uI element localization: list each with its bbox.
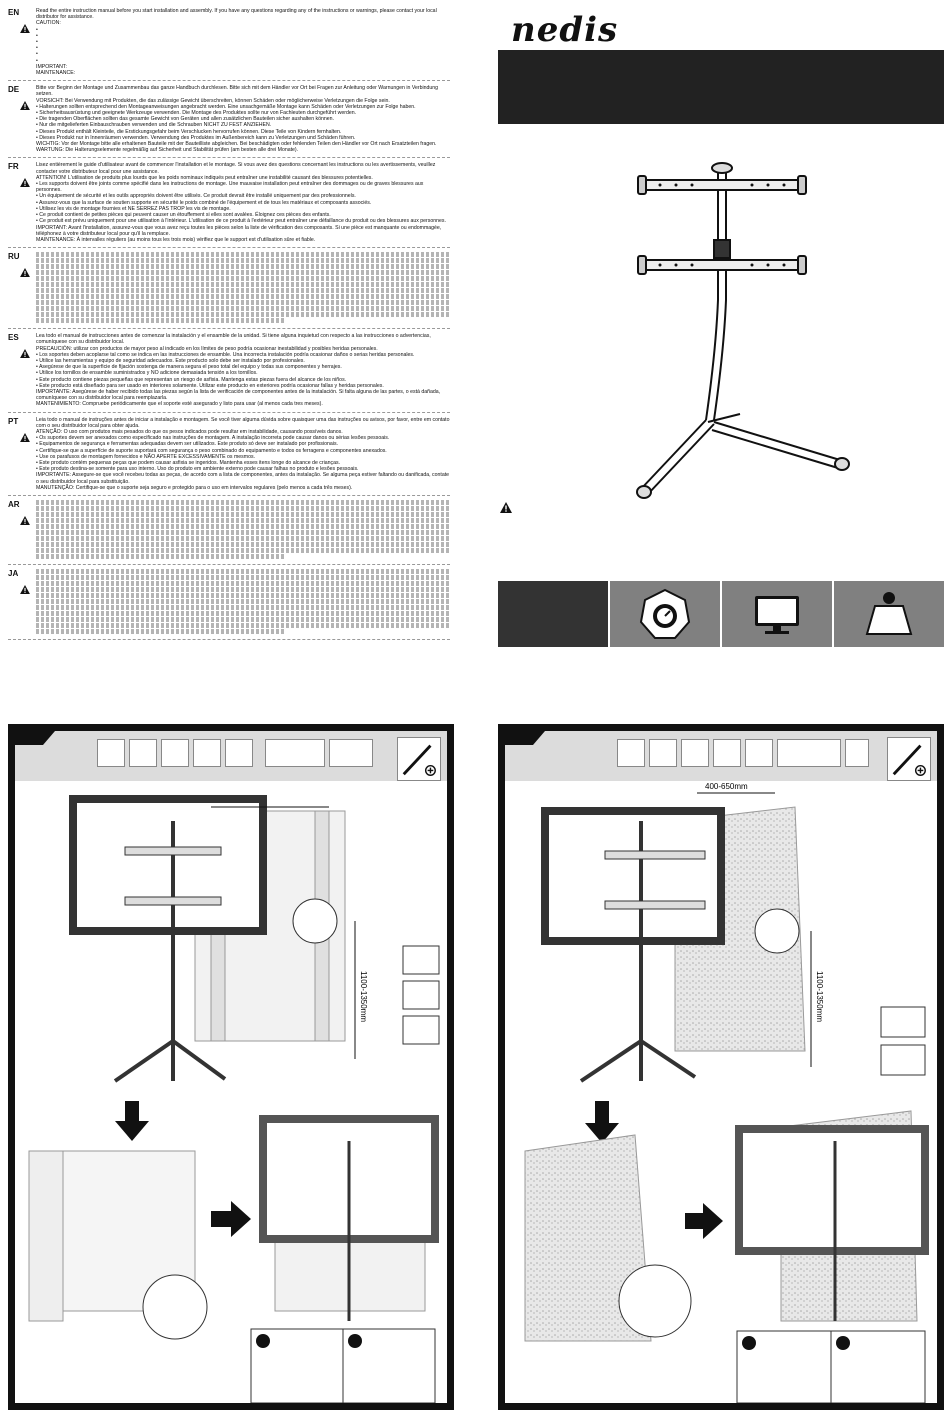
text-line-placeholder: [36, 623, 450, 628]
text-line-placeholder: [36, 554, 284, 559]
lang-intro: Lisez entièrement le guide d'utilisateur avant de commencer l'installation et le montage. Si vous avez des questions concernant les instructions ou les avertissements, veuillez contacter votre distributeur local pour une assistance.: [36, 162, 436, 175]
lang-line: • Este produto destina-se somente para uso interno. Uso do produto em ambiente externo pode causar falhas no produto e lesões pessoais.: [36, 466, 359, 473]
lang-code: AR: [8, 499, 20, 509]
lang-line: • Assurez-vous que la surface de soutien supporte en sécurité le poids combiné de l'équipement et de tous les matériaux et composants associés.: [36, 199, 372, 206]
text-line-placeholder: [36, 569, 450, 574]
lang-line: • Utilisez les vis de montage fournies et NE SERREZ PAS TROP les vis de montage.: [36, 205, 231, 212]
drill-wall-icon: [265, 739, 325, 767]
lang-intro: Leia todo o manual de instruções antes de iniciar a instalação e montagem. Se você tiver alguma dúvida sobre quaisquer uma das instruções ou avisos, por favor, entre em contato com o seu distribuidor local para obter ajuda.: [36, 416, 450, 429]
stud-finder-icon: [97, 739, 125, 767]
warning-icon: [20, 97, 30, 106]
text-line-placeholder: [36, 294, 450, 299]
panel-tab: [505, 731, 545, 745]
lang-block-fr: [8, 162, 450, 248]
lang-line: MAINTENANCE: À intervalles réguliers (au moins tous les trois mois) vérifiez que le support est d'utilisation sûre et fiable.: [36, 236, 316, 243]
lang-line: • Un équipement de sécurité et les outils appropriés doivent être utilisés. Ce produit devrait être installé uniquement par des professionnels.: [36, 193, 356, 200]
feature-icon-blank: [498, 581, 608, 647]
lang-line: • Os suportes devem ser anexados como especificado nas instruções de montagem. A instalação incorreta pode causar danos ou sérias lesões pessoais.: [36, 435, 390, 442]
lang-block-en: [8, 8, 450, 81]
lang-line: MANUTENÇÃO: Certifique-se que o suporte seja seguro e protegido para o uso em intervalos regulares (pelo menos a cada três meses).: [36, 484, 353, 491]
lang-code: PT: [8, 416, 19, 426]
text-line-placeholder: [36, 548, 450, 553]
lang-line: WICHTIG: Vor der Montage bitte alle erhaltenen Bauteile mit der Bauteilliste abgleichen. Bei beschädigten oder fehlenden Teilen den Händler vor Ort nach Ersatzteilen fragen.: [36, 141, 437, 148]
lang-line: •: [36, 26, 38, 33]
lang-line: IMPORTANT:: [36, 63, 67, 70]
lang-line: MANTENIMIENTO: Compruebe periódicamente que el soporte esté asegurado y listo para usar (al menos cada tres meses).: [36, 401, 323, 408]
text-line-placeholder: [36, 605, 450, 610]
text-line-placeholder: [36, 312, 450, 317]
text-line-placeholder: [36, 252, 450, 257]
warning-icon: [20, 581, 30, 590]
warning-icon: [20, 429, 30, 438]
text-line-placeholder: [36, 530, 450, 535]
warning-icon: [20, 174, 30, 183]
lang-line: CAUTION:: [36, 20, 61, 27]
lang-block-ja: [8, 569, 450, 640]
drill-bit-icon: [329, 739, 373, 767]
warning-icon: [20, 345, 30, 354]
weight-capacity-icon: [610, 581, 720, 647]
lang-line: IMPORTANT: Avant l'installation, assurez-vous que vous avez reçu toutes les pièces selon la liste de vérification des composants. Si une pièce est manquante ou endommagée, téléphonez à votre distributeur local pour qu'il la remplace.: [36, 224, 442, 237]
lang-code: RU: [8, 252, 20, 262]
text-line-placeholder: [36, 512, 450, 517]
warning-icon: [500, 502, 512, 513]
lang-line: IMPORTANTE: Assegure-se que você recebeu todas as peças, de acordo com a lista de componentes, antes da instalação. Se alguma peça estiver faltando ou danificada, contate o seu distribuidor local para substituição.: [36, 472, 450, 485]
text-line-placeholder: [36, 288, 450, 293]
drill-icon: [225, 739, 253, 767]
lang-code: FR: [8, 162, 19, 172]
lang-line: ATENÇÃO: O uso com produtos mais pesados do que os pesos indicados pode resultar em instabilidade, causando possíveis danos.: [36, 428, 343, 435]
tv-screen-icon: [722, 581, 832, 647]
lang-line: • Utilice los tornillos de ensamble suministrados y NO adicione demasiada tensión a los tornillos.: [36, 370, 258, 377]
lang-line: • Nur die mitgelieferten Einbauschrauben verwenden und die Schrauben NICHT ZU FEST ANZIEHEN.: [36, 122, 272, 129]
measure-height-label: 1100-1350mm: [359, 971, 368, 1022]
text-line-placeholder: [36, 536, 450, 541]
text-line-placeholder: [36, 318, 284, 323]
level-icon: [649, 739, 677, 767]
text-line-placeholder: [36, 282, 450, 287]
text-line-placeholder: [36, 587, 450, 592]
text-line-placeholder: [36, 593, 450, 598]
drywall-install-diagram: [15, 781, 447, 1403]
drill-wall-icon: [777, 739, 841, 767]
lang-line: • Halterungen sollten entsprechend den Montageanweisungen angebracht werden. Eine unsachgemäße Montage kann Schäden oder Verletzungen zur Folge haben.: [36, 103, 416, 110]
feature-icon-row: [498, 581, 944, 647]
text-line-placeholder: [36, 270, 450, 275]
measure-width-label: 400-650mm: [705, 782, 748, 791]
lang-line: • Este producto contiene piezas pequeñas que representan un riesgo de asfixia. Mantenga estas piezas fuera del alcance de los niños.: [36, 376, 347, 383]
lang-line: •: [36, 39, 38, 46]
lang-line: • Equipamentos de segurança e ferramentas adequadas devem ser utilizados. Este produto só deve ser instalado por profissionais.: [36, 441, 339, 448]
lang-code: DE: [8, 85, 20, 95]
install-panel-drywall: [8, 724, 454, 1410]
text-line-placeholder: [36, 306, 450, 311]
tape-measure-icon: [161, 739, 189, 767]
lang-block-es: [8, 333, 450, 412]
lang-block-ru: [8, 252, 450, 329]
lang-line: • Certifique-se que a superfície de suporte suportará com segurança o peso combinado do equipamento e todos os ferragens e componentes anexados.: [36, 447, 387, 454]
lang-intro: Bitte vor Beginn der Montage und Zusammenbau das ganze Handbuch durchlesen. Bitte sich mit dem Händler vor Ort bei Fragen zur Anleitung oder Warnungen in Verbindung setzen.: [36, 85, 439, 98]
lang-line: • Die tragenden Oberflächen sollten das gesamte Gewicht von Geräten und allen zusätzlichen Bauteilen sicher aushalten können.: [36, 116, 334, 123]
lang-line: •: [36, 45, 38, 52]
multilingual-instructions: [8, 8, 450, 644]
lang-line: PRECAUCIÓN: utilizar con productos de mayor peso al indicado en los límites de peso podría ocasionar inestabilidad y posibles heridas personales.: [36, 345, 378, 352]
lang-line: • Dieses Produkt enthält Kleinteile, die Erstickungsgefahr beim Verschlucken hervorrufen können. Diese Teile von Kindern fernhalten.: [36, 128, 342, 135]
lang-line: VORSICHT: Bei Verwendung mit Produkten, die das zulässige Gewicht überschreiten, können Schäden oder möglicherweise Verletzungen die Folge sein.: [36, 97, 390, 104]
drill-bit-icon: [845, 739, 869, 767]
load-weight-icon: [834, 581, 944, 647]
text-line-placeholder: [36, 506, 450, 511]
tool-strip: [505, 731, 937, 781]
text-line-placeholder: [36, 264, 450, 269]
lang-code: JA: [8, 568, 19, 578]
text-line-placeholder: [36, 629, 284, 634]
lang-intro: Read the entire instruction manual before you start installation and assembly. If you have any questions regarding any of the instructions or warnings, please contact your local distributor for assistance.: [36, 8, 437, 21]
lang-line: MAINTENANCE:: [36, 70, 76, 77]
lang-line: • Ce produit est prévu uniquement pour une utilisation à l'intérieur. L'utilisation de ce produit à l'extérieur peut entraîner une défaillance du produit ou des blessures aux personnes.: [36, 218, 446, 225]
text-line-placeholder: [36, 581, 450, 586]
text-line-placeholder: [36, 617, 450, 622]
lang-line: • Dieses Produkt nur in Innenräumen verwenden. Verwendung des Produktes im Außenbereich kann zu Verletzungen und Schäden führen.: [36, 134, 356, 141]
lang-code: EN: [8, 8, 20, 17]
install-panel-concrete: [498, 724, 944, 1410]
text-line-placeholder: [36, 599, 450, 604]
level-icon: [129, 739, 157, 767]
warning-icon: [20, 264, 30, 273]
pencil-icon: [193, 739, 221, 767]
title-band: [498, 50, 944, 124]
text-line-placeholder: [36, 575, 450, 580]
lang-line: • Este producto está diseñado para ser usado en interiores solamente. Utilizar este producto en exteriores podría ocasionar fallas y heridas personales.: [36, 382, 384, 389]
warning-icon: [20, 20, 30, 29]
text-line-placeholder: [36, 276, 450, 281]
concrete-wall-icon: [617, 739, 645, 767]
lang-line: • Este produto contém pequenas peças que podem causar asfixia se ingeridos. Mantenha esses itens longe do alcance de crianças.: [36, 459, 341, 466]
lang-block-de: [8, 85, 450, 158]
text-line-placeholder: [36, 258, 450, 263]
measure-height-label: 1100-1350mm: [815, 971, 824, 1022]
lang-line: • Utilice las herramientas y equipo de seguridad adecuados. Este producto solo debe ser instalado por profesionales.: [36, 357, 305, 364]
warning-icon: [20, 512, 30, 521]
lang-intro: Lea todo el manual de instrucciones antes de comenzar la instalación y el ensamble de la unidad. Si tiene alguna inquietud con respecto a las instrucciones o advertencias, comuníquese con su distribuidor local.: [36, 333, 431, 346]
lang-block-pt: [8, 417, 450, 496]
lang-line: • Asegúrese de que la superficie de fijación sostenga de manera segura el peso total del equipo y todas sus componentes y herrajes.: [36, 364, 342, 371]
pencil-icon: [713, 739, 741, 767]
lang-line: • Les supports doivent être joints comme spécifié dans les instructions de montage. Une mauvaise installation peut entraîner des dommages ou de graves blessures aux personnes.: [36, 181, 424, 194]
tape-measure-icon: [681, 739, 709, 767]
text-line-placeholder: [36, 542, 450, 547]
lang-line: ATTENTION! L'utilisation de produits plus lourds que les poids nominaux indiqués peut entraîner une instabilité causant des blessures potentielles.: [36, 174, 373, 181]
lang-code: ES: [8, 333, 19, 343]
panel-tab: [15, 731, 55, 745]
text-line-placeholder: [36, 518, 450, 523]
screwdriver-icon: [887, 737, 931, 781]
lang-block-ar: [8, 500, 450, 565]
tv-stand-illustration: [620, 150, 860, 510]
lang-line: •: [36, 51, 38, 58]
text-line-placeholder: [36, 611, 450, 616]
concrete-install-diagram: [505, 781, 937, 1403]
lang-line: • Ce produit contient de petites pièces qui peuvent causer un étouffement si elles sont avalées. Éloignez ces pièces des enfants.: [36, 212, 331, 219]
lang-line: • Los soportes deben acoplarse tal como se indica en las instrucciones de ensamble. Una incorrecta instalación podría ocasionar daños o serias heridas personales.: [36, 351, 415, 358]
text-line-placeholder: [36, 300, 450, 305]
screwdriver-icon: [397, 737, 441, 781]
text-line-placeholder: [36, 524, 450, 529]
tool-strip: [15, 731, 447, 781]
text-line-placeholder: [36, 500, 450, 505]
brand-logo: nedis: [511, 10, 619, 50]
lang-line: • Sicherheitsausrüstung und geeignete Werkzeuge verwenden. Die Montage des Produktes sollte nur von Fachleuten durchgeführt werden.: [36, 110, 357, 117]
lang-line: •: [36, 32, 38, 39]
lang-line: • Use os parafusos de montagem fornecidos e NÃO APERTE EXCESSIVAMENTE os mesmos.: [36, 453, 256, 460]
lang-line: WARTUNG: Die Halterungselemente regelmäßig auf Sicherheit und Stabilität prüfen (am besten alle drei Monate).: [36, 147, 299, 154]
drill-icon: [745, 739, 773, 767]
lang-line: •: [36, 57, 38, 64]
lang-line: IMPORTANTE: Asegúrese de haber recibido todas las piezas según la lista de verificación de componentes antes de la instalación. Si falta alguna de las partes, o está dañada, comuníquese con su distribuidor local para reemplazarla.: [36, 388, 441, 402]
